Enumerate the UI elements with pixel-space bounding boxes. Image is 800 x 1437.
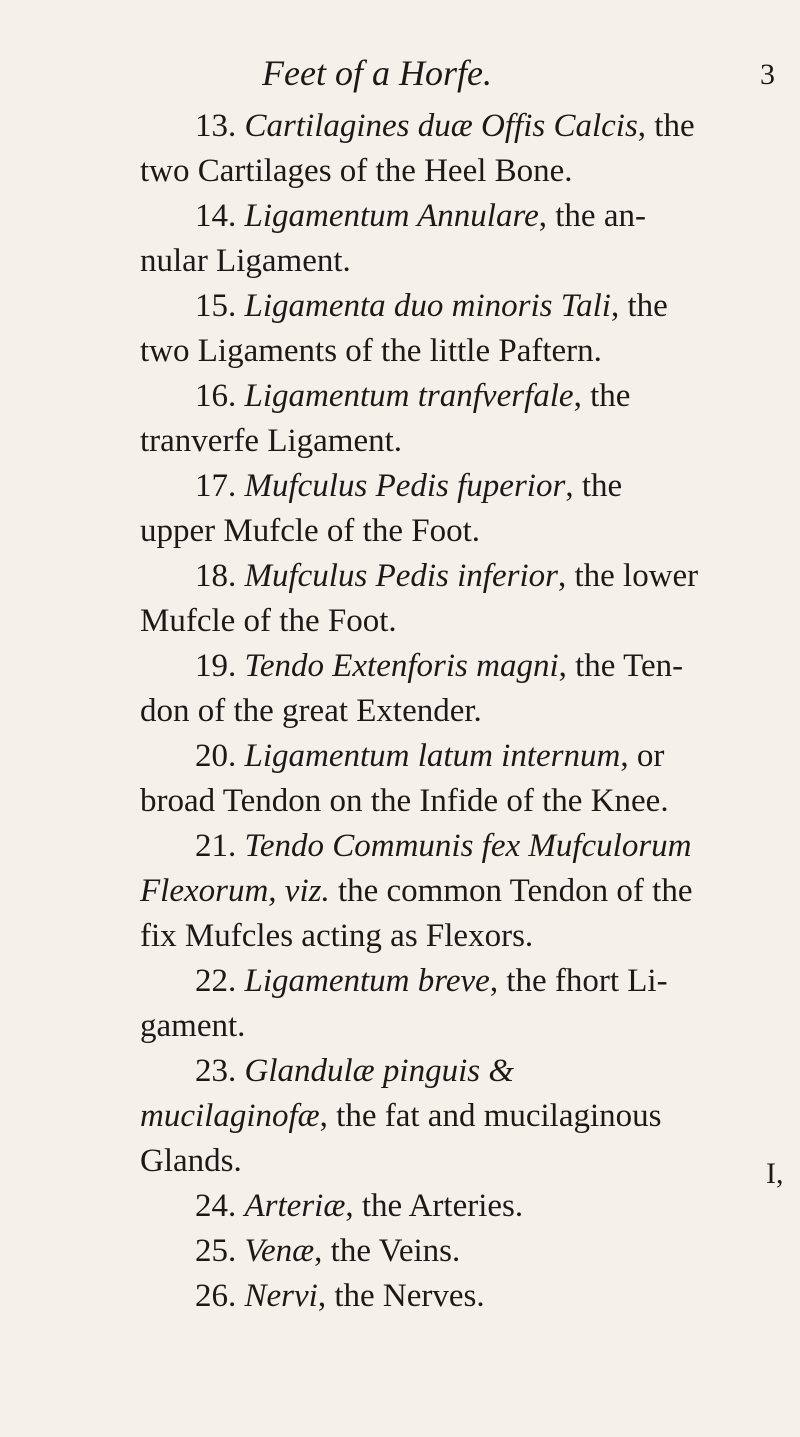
list-item (140, 1049, 700, 1184)
list-item (140, 734, 700, 824)
page-header (0, 52, 800, 102)
latin-term: Venæ (244, 1233, 315, 1269)
entry-number: 19. (195, 648, 237, 684)
english-gloss: , the two Cartilages of the Heel Bone. (140, 108, 695, 189)
entry-number: 16. (195, 378, 237, 414)
list-item (140, 374, 700, 464)
list-item (140, 194, 700, 284)
list-item (140, 104, 700, 194)
list-item (140, 824, 700, 959)
latin-term: Arteriæ (244, 1188, 346, 1224)
latin-term: Glandulæ pinguis & mucilaginofæ (140, 1053, 515, 1134)
entry-number: 20. (195, 738, 237, 774)
list-item (140, 959, 700, 1049)
latin-term: Nervi (244, 1278, 318, 1314)
entry-number: 15. (195, 288, 237, 324)
list-item (140, 554, 700, 644)
latin-term: Mufculus Pedis inferior (244, 558, 558, 594)
latin-term: Tendo Extenforis magni (244, 648, 559, 684)
latin-term: Ligamentum latum internum (244, 738, 621, 774)
latin-term: Cartilagines duæ Offis Calcis (244, 108, 638, 144)
english-gloss: , the Arteries. (345, 1188, 524, 1224)
english-gloss: , the Tendon of the great Extender. (140, 648, 684, 729)
latin-term: Ligamenta duo minoris Tali (244, 288, 611, 324)
english-gloss: the common Tendon of the fix Mufcles acting as Flexors. (140, 873, 693, 954)
entry-number: 22. (195, 963, 237, 999)
entry-number: 23. (195, 1053, 237, 1089)
entry-list (140, 104, 700, 1319)
english-gloss: , the fat and mucilaginous Glands. (140, 1098, 662, 1179)
list-item (140, 644, 700, 734)
english-gloss: , the annular Ligament. (140, 198, 646, 279)
entry-number: 17. (195, 468, 237, 504)
latin-term: Ligamentum tranfverfale (244, 378, 574, 414)
list-item (140, 284, 700, 374)
english-gloss: , the two Ligaments of the little Paftern. (140, 288, 668, 369)
entry-number: 13. (195, 108, 237, 144)
list-item (140, 1229, 700, 1274)
english-gloss: , the lower Mufcle of the Foot. (140, 558, 699, 639)
english-gloss: , the Nerves. (317, 1278, 485, 1314)
latin-term: Ligamentum breve (244, 963, 490, 999)
entry-number: 25. (195, 1233, 237, 1269)
latin-term: Tendo Communis fex Mufculorum Flexorum, viz. (140, 828, 692, 909)
english-gloss: , the Veins. (314, 1233, 461, 1269)
entry-number: 26. (195, 1278, 237, 1314)
english-gloss: , the tranverfe Ligament. (140, 378, 631, 459)
catchword: I, (766, 1157, 784, 1190)
entry-number: 18. (195, 558, 237, 594)
latin-term: Mufculus Pedis fuperior (244, 468, 566, 504)
running-title: Feet of a Horfe. (262, 53, 492, 93)
latin-term: Ligamentum Annulare (244, 198, 539, 234)
english-gloss: , the upper Mufcle of the Foot. (140, 468, 623, 549)
english-gloss: , the fhort Ligament. (140, 963, 668, 1044)
page-number: 3 (760, 58, 775, 91)
list-item (140, 464, 700, 554)
entry-number: 21. (195, 828, 237, 864)
list-item (140, 1184, 700, 1229)
entry-number: 24. (195, 1188, 237, 1224)
list-item (140, 1274, 700, 1319)
english-gloss: , or broad Tendon on the Infide of the Knee. (140, 738, 669, 819)
entry-number: 14. (195, 198, 237, 234)
